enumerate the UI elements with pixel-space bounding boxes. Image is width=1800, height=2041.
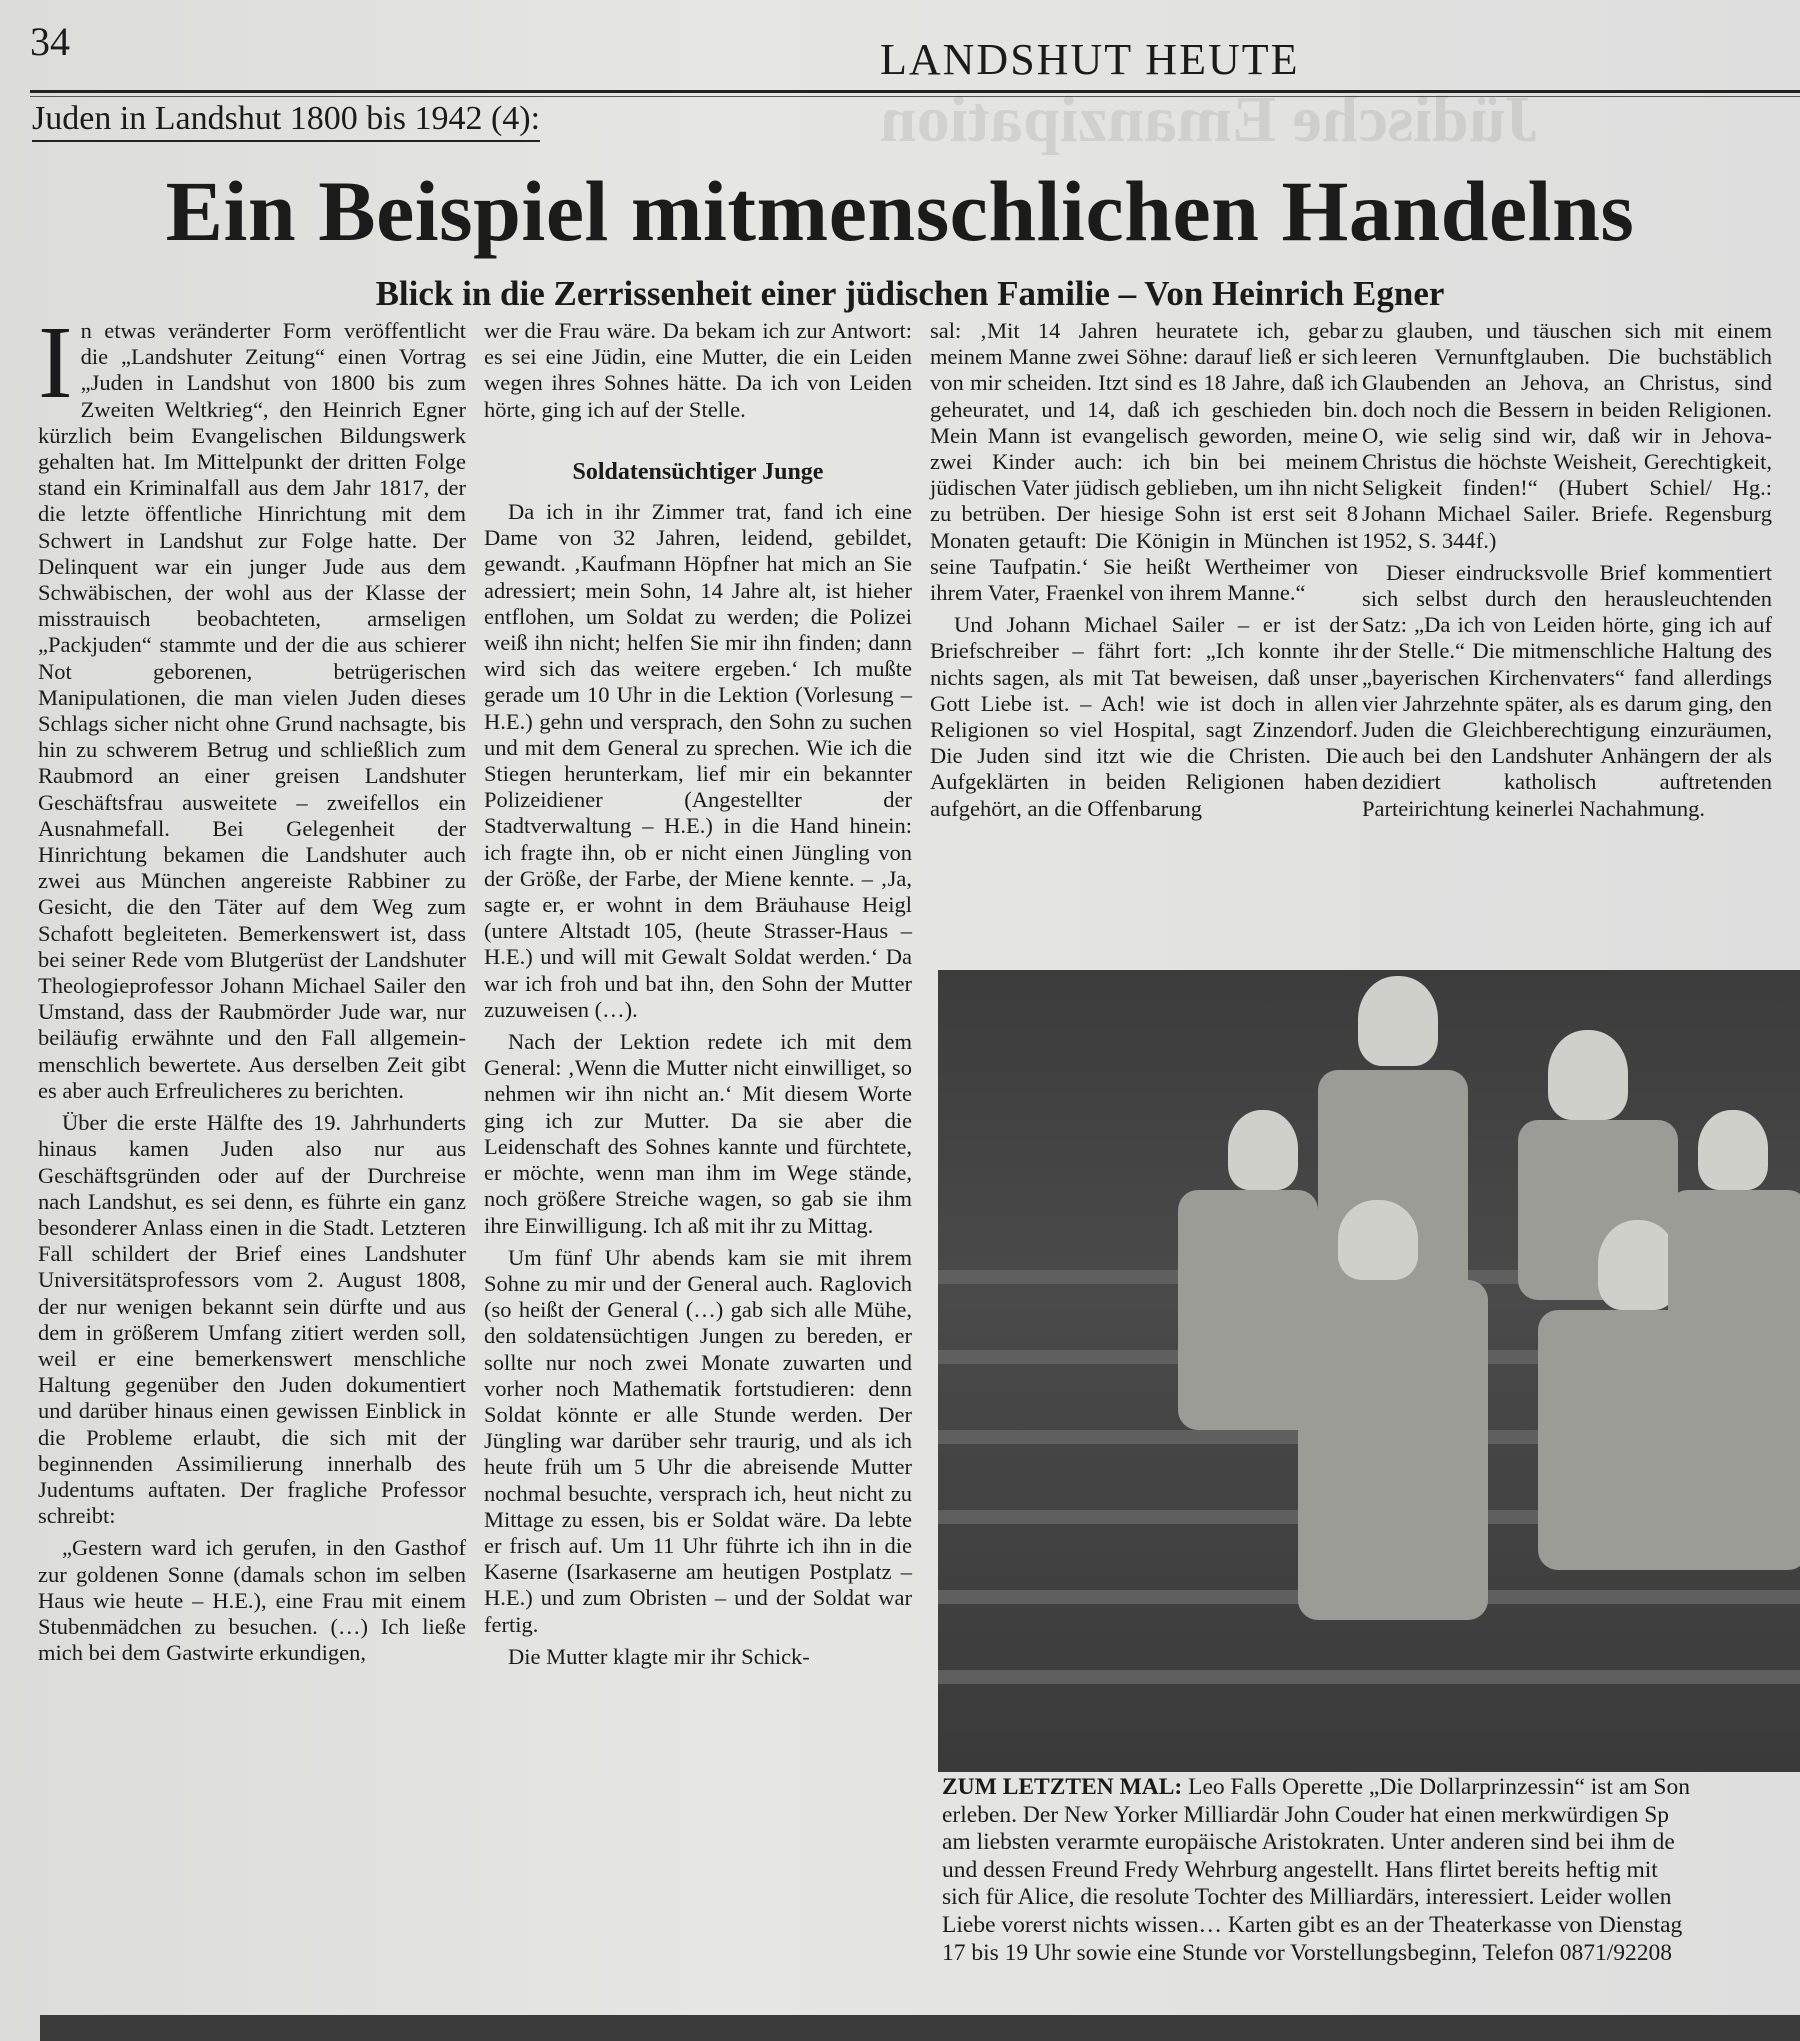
paragraph: Die Mutter klagte mir ihr Schick- <box>508 1643 810 1669</box>
caption-lead: ZUM LETZTEN MAL: <box>942 1774 1183 1800</box>
page-number: 34 <box>30 19 70 64</box>
paragraph: Um fünf Uhr abends kam sie mit ihrem Sohne zu mir und der General auch. Raglovich (so heißt der General (…) gab sich alle Mühe, den soldatensüchtigen Jungen zu bereden, er sollte nur noch zwei Monate zuwarten und vorher noch Mathematik fortstudieren: denn Soldat könnte er alle Stunde werden. Der Jüngling war darüber sehr traurig, und als ich heute früh um 5 Uhr die abreisende Mutter nochmal besuchte, versprach ich, heut nicht zu Mittage zu essen, bis er Soldat wäre. Da lebte er frisch auf. Um 11 Uhr führte ich ihn in die Kaserne (Isarkaserne am heutigen Postplatz – H.E.) und zum Obristen – und der Soldat war fertig. <box>484 1244 912 1637</box>
caption-line: am liebsten verarmte europäische Aristokraten. Unter anderen sind bei ihm de <box>942 1829 1675 1856</box>
section-title: LANDSHUT HEUTE <box>880 35 1300 84</box>
text-column-3 <box>930 318 1358 828</box>
show-through-text: Jüdische Emanzipation <box>880 83 1539 156</box>
article-subheadline: Blick in die Zerrissenheit einer jüdischen Familie – Von Heinrich Egner <box>375 274 1445 313</box>
caption-text: Leo Falls Operette „Die Dollarprinzessin“ ist am Son <box>1182 1774 1690 1800</box>
paragraph: zu glauben, und täuschen sich mit einem leeren Vernunftglauben. Die buchstäblich Glaubenden an Jehova, an Christus, sind doch noch die Bessern in beiden Religionen. O, wie selig sind wir, daß wir in Jehova-Christus die höchste Weisheit, Gerechtigkeit, Seligkeit finden!“ (Hubert Schiel/ Hg.: Johann Michael Sailer. Briefe. Regensburg 1952, S. 344f.) <box>1362 318 1772 553</box>
performer-head <box>1698 1110 1768 1190</box>
performer-head <box>1228 1110 1298 1190</box>
paragraph: Da ich in ihr Zimmer trat, fand ich eine Dame von 32 Jahren, leidend, gebildet, gewandt. ‚Kaufmann Höpfner hat mich an Sie adressiert; mein Sohn, 14 Jahre alt, ist hieher entflohen, um Soldat zu werden; die Polizei weiß ihn nicht; helfen Sie mir ihn finden; dann wird sich das weitere ergeben.‘ Ich mußte gerade um 10 Uhr in die Lektion (Vorlesung – H.E.) gehn und versprach, den Sohn zu suchen und mit dem General zu sprechen. Wie ich die Stiegen herunterkam, lief mir ein bekannter Polizeidiener (Angestellter der Stadtverwaltung – H.E.) in die Hand hinein: ich fragte ihn, ob er nicht einen Jüngling von der Größe, der Farbe, der Miene kennte. – ‚Ja, sagte er, er wohnt in dem Bräuhause Heigl (untere Altstadt 105, (heute Strasser-Haus – H.E.) und will mit Gewalt Soldat werden.‘ Da war ich froh und bat ihn, den Sohn der Mutter zuzuweisen (…). <box>484 499 912 1022</box>
performer-costume <box>1298 1280 1488 1620</box>
article-headline: Ein Beispiel mitmenschlichen Handelns <box>165 163 1635 259</box>
performer-head <box>1598 1220 1678 1310</box>
page-bottom-edge <box>40 2015 1800 2041</box>
performer-head <box>1338 1200 1418 1280</box>
section-subhead: Soldatensüchtiger Junge <box>572 458 824 485</box>
caption-line: erleben. Der New Yorker Milliardär John Couder hat einen merkwürdigen Sp <box>942 1801 1670 1828</box>
stair-step <box>938 1670 1800 1684</box>
performer-costume <box>1668 1190 1800 1570</box>
text-column-2 <box>484 318 912 1676</box>
paragraph: Nach der Lektion redete ich mit dem General: ‚Wenn die Mutter nicht einwilliget, so nehmen wir ihn nicht an.‘ Mit diesem Worte ging ich zur Mutter. Da sie aber die Leidenschaft des Sohnes kannte und fürchtete, er möchte, wenn man ihm im Wege stände, noch größere Streiche wagen, so gab sie ihm ihre Einwilligung. Ich aß mit ihr zu Mittag. <box>484 1029 912 1238</box>
paragraph: sal: ‚Mit 14 Jahren heuratete ich, gebar meinem Manne zwei Söhne: darauf ließ er sich von mir scheiden. Itzt sind es 18 Jahre, daß ich geheuratet, und 14, daß ich geschieden bin. Mein Mann ist evangelisch geworden, meine zwei Kinder auch: ich bin bei meinem jüdischen Vater jüdisch geblieben, um ihn nicht zu betrüben. Der hiesige Sohn ist erst seit 8 Monaten getauft: Die Königin in München ist seine Taufpatin.‘ Sie heißt Wertheimer von ihrem Vater, Fraenkel von ihrem Manne.“ <box>930 318 1358 606</box>
performer-head <box>1548 1030 1628 1120</box>
paragraph: „Gestern ward ich gerufen, in den Gasthof zur goldenen Sonne (damals schon im selben Haus wie heute – H.E.), eine Frau mit einem Stubenmädchen zu besuchen. (…) Ich ließe mich bei dem Gastwirte erkundigen, <box>38 1535 466 1666</box>
performer-head <box>1358 976 1438 1066</box>
caption-line: sich für Alice, die resolute Tochter des Milliardärs, interessiert. Leider wollen <box>942 1884 1672 1911</box>
photo-caption <box>942 1774 1800 1967</box>
drop-cap: I <box>38 305 73 420</box>
paragraph: Dieser eindrucksvolle Brief kommentiert sich selbst durch den herausleuchtenden Satz: „Da ich von Leiden hörte, ging ich auf der Stelle.“ Die mitmenschliche Haltung des „bayerischen Kirchenvaters“ fand allerdings vier Jahrzehnte später, als es darum ging, den Juden die Gleichberechtigung einzuräumen, auch bei den Landshuter Anhängern der als dezidiert katholisch auftretenden Parteirichtung keinerlei Nachahmung. <box>1362 559 1772 821</box>
caption-line: und dessen Freund Fredy Wehrburg angestellt. Hans flirtet bereits heftig mit <box>942 1856 1658 1883</box>
operetta-photo <box>938 970 1800 1772</box>
paragraph: n etwas veränderter Form veröffentlicht die „Landshuter Zeitung“ einen Vortrag „Juden in Landshut von 1800 bis zum Zweiten Weltkrieg“, den Heinrich Egner kürzlich beim Evangelischen Bildungswerk gehalten hat. Im Mittelpunkt der dritten Folge stand ein Kriminalfall aus dem Jahr 1817, der die letzte öffentliche Hinrichtung mit dem Schwert in Landshut zur Folge hatte. Der Delinquent war ein junger Jude aus dem Schwäbischen, der wohl aus der Klasse der misstrauisch beobachteten, armseligen „Packjuden“ stammte und der die aus schierer Not geborenen, betrügerischen Manipulationen, die man vielen Juden dieses Schlags sicher nicht ohne Grund nachsagte, bis hin zu schwerem Betrug und schließlich zum Raubmord an einer greisen Landshuter Geschäftsfrau ausweitete – zweifellos ein Ausnahmefall. Bei Gelegenheit der Hinrichtung bekamen die Landshuter auch zwei aus München angereiste Rabbiner zu Gesicht, die den Täter auf dem Weg zum Schafott begleiteten. Bemerkenswert ist, dass bei seiner Rede vom Blutgerüst der Landshuter Theologieprofessor Johann Michael Sailer den Umstand, dass der Raubmörder Jude war, nur beiläufig erwähnte und den Fall allgemein-menschlich bewertete. Aus derselben Zeit gibt es aber auch Erfreulicheres zu berichten. <box>38 318 466 1103</box>
article-kicker: Juden in Landshut 1800 bis 1942 (4): <box>32 100 540 142</box>
paragraph: Und Johann Michael Sailer – er ist der Briefschreiber – fährt fort: „Ich konnte ihr nichts sagen, als mit Tat beweisen, daß unser Gott Liebe ist. – Ach! wie ist doch in allen Religionen so viel Hospital, sagt Zinzendorf. Die Juden sind itzt wie die Christen. Die Aufgeklärten in beiden Religionen haben aufgehört, an die Offenbarung <box>930 612 1358 821</box>
text-column-1 <box>38 305 466 1672</box>
caption-line <box>942 1774 1800 1802</box>
caption-line: 17 bis 19 Uhr sowie eine Stunde vor Vorstellungsbeginn, Telefon 0871/92208 <box>942 1939 1673 1966</box>
caption-line: Liebe vorerst nichts wissen… Karten gibt es an der Theaterkasse von Dienstag <box>942 1911 1683 1938</box>
text-column-4 <box>1362 318 1772 828</box>
performer-costume <box>1178 1190 1318 1430</box>
paragraph: Über die erste Hälfte des 19. Jahrhunderts hinaus kamen Juden also nur aus Geschäftsgründen oder auf der Durchreise nach Landshut, es sei denn, es führte ein ganz besonderer Anlass einen in die Stadt. Letzteren Fall schildert der Brief eines Landshuter Universitätsprofessors vom 2. August 1808, der nur wenigen bekannt sein dürfte und aus dem in größerem Umfang zitiert werden soll, weil er eine bemerkenswert menschliche Haltung gegenüber den Juden dokumentiert und darüber hinaus einen gewissen Einblick in die Probleme erlaubt, die sich mit der beginnenden Assimilierung innerhalb des Judentums auftaten. Der fragliche Professor schreibt: <box>38 1110 466 1529</box>
paragraph: wer die Frau wäre. Da bekam ich zur Antwort: es sei eine Jüdin, eine Mutter, die ein Leiden wegen ihres Sohnes hätte. Da ich von Leiden hörte, ging ich auf der Stelle. <box>484 318 912 422</box>
